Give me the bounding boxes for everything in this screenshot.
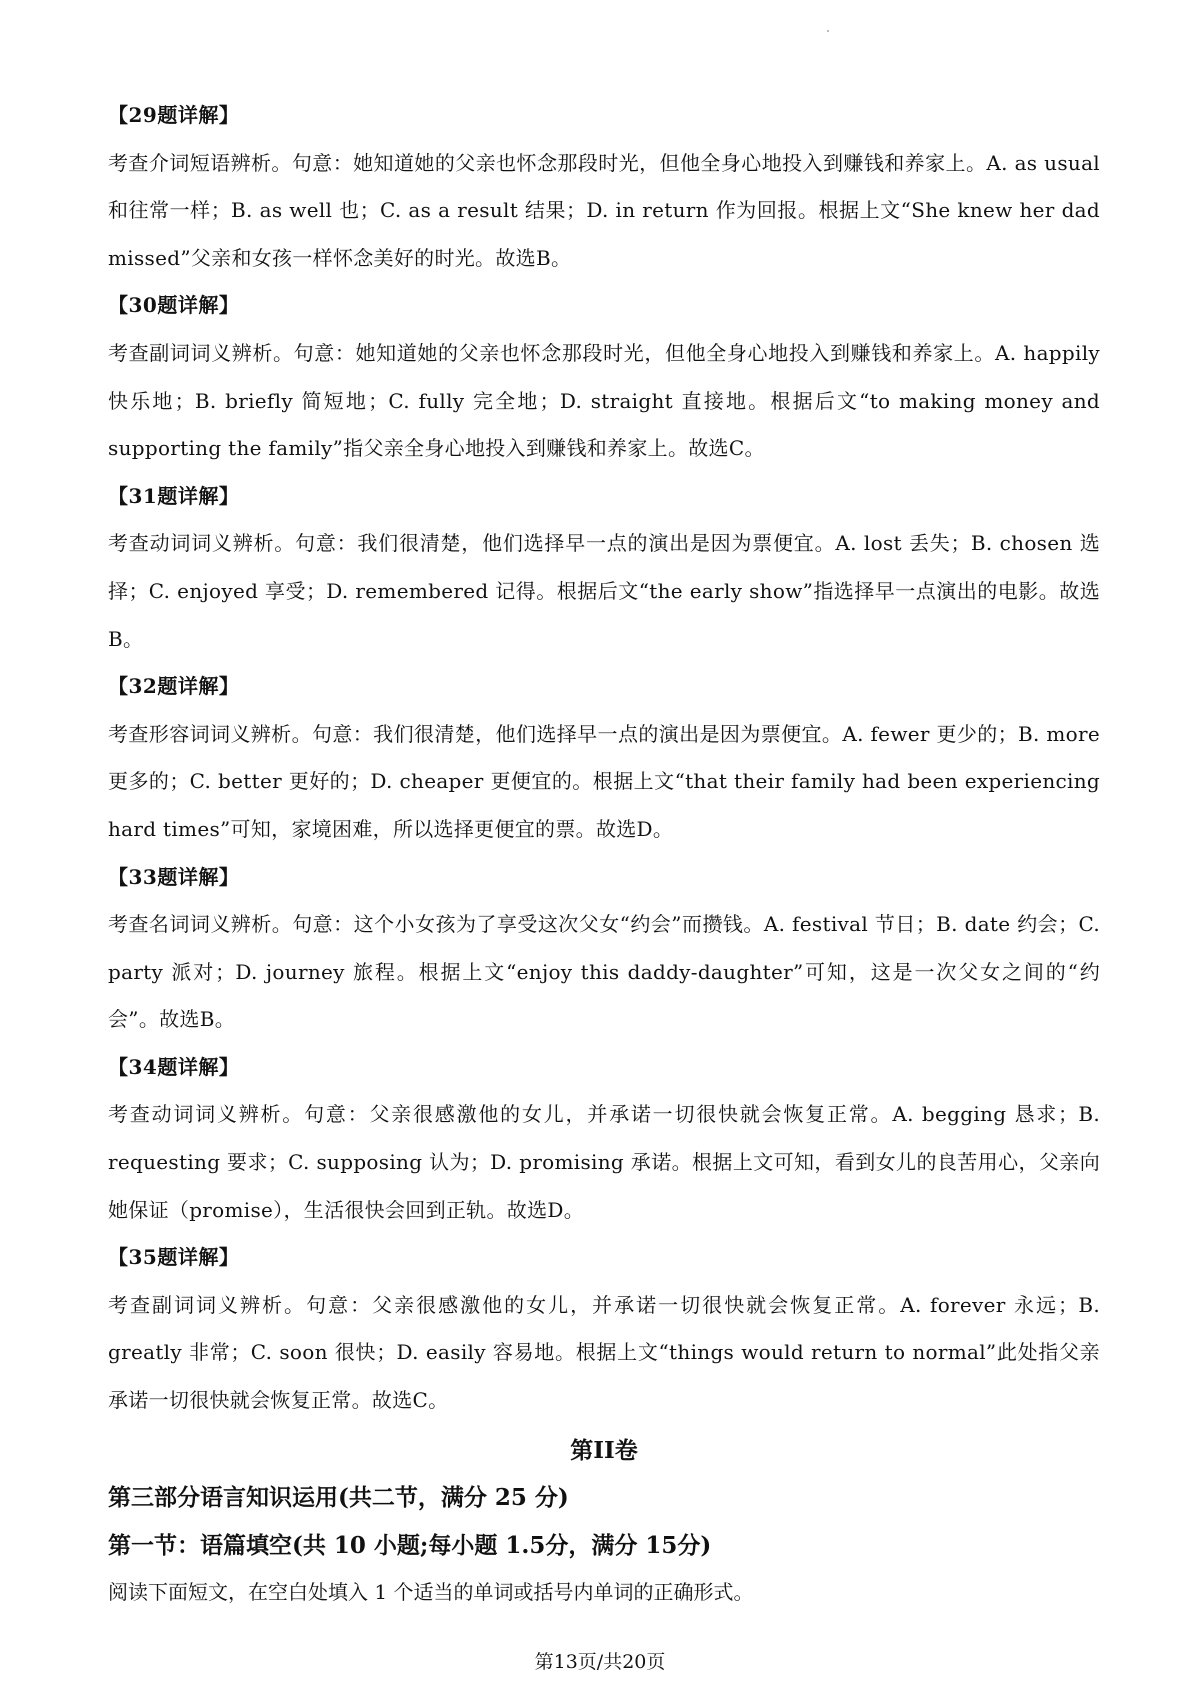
question-explanation: 考查副词词义辨析。句意：她知道她的父亲也怀念那段时光，但他全身心地投入到赚钱和养家上。A. happily 快乐地；B. briefly 简短地；C. fully 完全地；D. straight 直接地。根据后文“to making money and supporting the family”指父亲全身心地投入到赚钱和养家上。故选C。 (108, 340, 1100, 461)
section-title: 第一节：语篇填空(共 10 小题;每小题 1.5分，满分 15分) (108, 1531, 712, 1559)
question-heading: 【34题详解】 (108, 1054, 240, 1079)
question-explanation: 考查形容词词义辨析。句意：我们很清楚，他们选择早一点的演出是因为票便宜。A. fewer 更少的；B. more 更多的；C. better 更好的；D. cheaper 更便宜的。根据上文“that their family had been experiencing hard times”可知，家境困难，所以选择更便宜的票。故选D。 (108, 721, 1100, 841)
instruction-text: 阅读下面短文，在空白处填入 1 个适当的单词或括号内单词的正确形式。 (108, 1580, 754, 1605)
question-explanation: 考查动词词义辨析。句意：父亲很感激他的女儿，并承诺一切很快就会恢复正常。A. begging 恳求；B. requesting 要求；C. supposing 认为；D. promising 承诺。根据上文可知，看到女儿的良苦用心，父亲向她保证（promise），生活很快会回到正轨。故选D。 (108, 1102, 1100, 1222)
question-explanation: 考查副词词义辨析。句意：父亲很感激他的女儿，并承诺一切很快就会恢复正常。A. forever 永远；B. greatly 非常；C. soon 很快；D. easily 容易地。根据上文“things would return to normal”此处指父亲承诺一切很快就会恢复正常。故选C。 (108, 1292, 1100, 1413)
question-heading: 【33题详解】 (108, 864, 240, 889)
page-footer: 第13页/共20页 (534, 1651, 666, 1673)
question-explanation: 考查介词短语辨析。句意：她知道她的父亲也怀念那段时光，但他全身心地投入到赚钱和养家上。A. as usual 和往常一样；B. as well 也；C. as a result 结果；D. in return 作为回报。根据上文“She knew her dad missed”父亲和女孩一样怀念美好的时光。故选B。 (108, 150, 1100, 270)
question-block-31 (108, 473, 1100, 663)
question-explanation: 考查动词词义辨析。句意：我们很清楚，他们选择早一点的演出是因为票便宜。A. lost 丢失；B. chosen 选择；C. enjoyed 享受；D. remembered 记得。根据后文“the early show”指选择早一点演出的电影。故选B。 (108, 531, 1100, 651)
question-block-33 (108, 854, 1100, 1044)
scan-speck (827, 30, 829, 32)
question-block-29 (108, 92, 1100, 282)
question-block-35 (108, 1234, 1100, 1424)
question-block-30 (108, 282, 1100, 472)
question-explanations (108, 92, 1100, 1425)
question-block-34 (108, 1044, 1100, 1234)
question-heading: 【29题详解】 (108, 103, 240, 127)
page-content (108, 92, 1100, 1617)
part-title: 第三部分语言知识运用(共二节，满分 25 分) (108, 1484, 569, 1512)
question-block-32 (108, 663, 1100, 853)
question-explanation: 考查名词词义辨析。句意：这个小女孩为了享受这次父女“约会”而攒钱。A. festival 节日；B. date 约会；C. party 派对；D. journey 旅程。根据上文“enjoy this daddy-daughter”可知，这是一次父女之间的“约会”。故选B。 (108, 912, 1100, 1032)
question-heading: 【35题详解】 (108, 1245, 240, 1270)
question-heading: 【32题详解】 (108, 674, 240, 699)
question-heading: 【31题详解】 (108, 483, 240, 508)
volume-title: 第II卷 (570, 1436, 638, 1464)
question-heading: 【30题详解】 (108, 293, 240, 318)
